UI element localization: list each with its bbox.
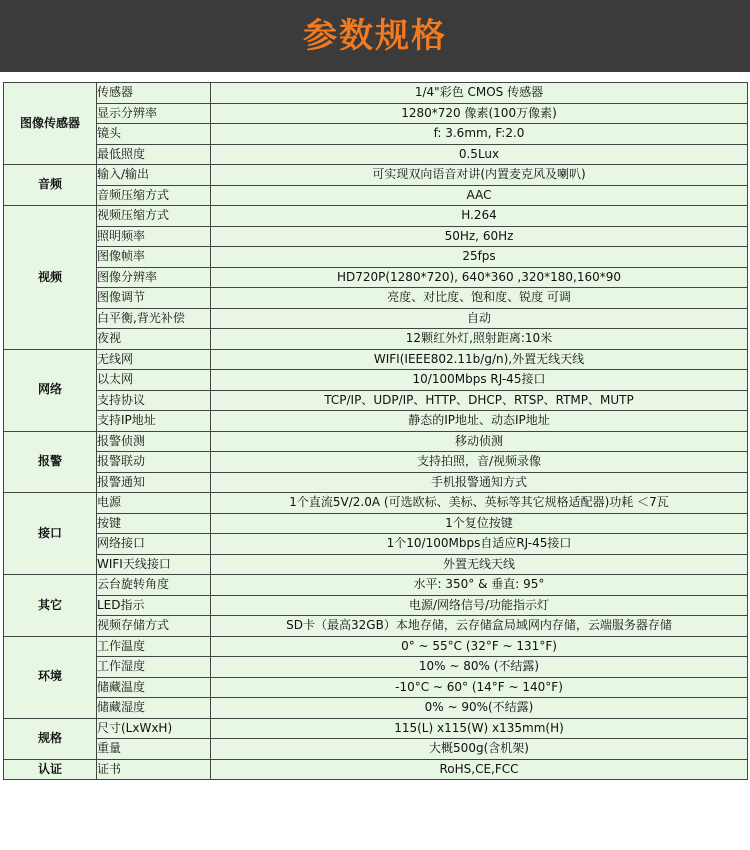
- spec-item-label: 镜头: [97, 124, 211, 145]
- spec-item-label: 夜视: [97, 329, 211, 350]
- section-category: 其它: [4, 575, 97, 637]
- spec-item-value: f: 3.6mm, F:2.0: [211, 124, 748, 145]
- spec-row: [4, 124, 748, 145]
- spec-row: [4, 513, 748, 534]
- spec-item-value: H.264: [211, 206, 748, 227]
- spec-item-value: -10°C ~ 60° (14°F ~ 140°F): [211, 677, 748, 698]
- spec-row: [4, 370, 748, 391]
- spec-item-label: 显示分辨率: [97, 103, 211, 124]
- spec-item-label: 视频压缩方式: [97, 206, 211, 227]
- spec-row: [4, 739, 748, 760]
- spec-item-value: AAC: [211, 185, 748, 206]
- spec-item-value: HD720P(1280*720), 640*360 ,320*180,160*90: [211, 267, 748, 288]
- spec-item-label: 图像分辨率: [97, 267, 211, 288]
- spec-row: [4, 616, 748, 637]
- spec-item-value: 大概500g(含机架): [211, 739, 748, 760]
- spec-row: [4, 308, 748, 329]
- spec-row: [4, 288, 748, 309]
- spec-item-value: RoHS,CE,FCC: [211, 759, 748, 780]
- spec-row: [4, 411, 748, 432]
- spec-item-value: 0.5Lux: [211, 144, 748, 165]
- spec-row: [4, 636, 748, 657]
- spec-item-label: 输入/输出: [97, 165, 211, 186]
- banner-gap: [0, 72, 750, 82]
- spec-item-label: 视频存储方式: [97, 616, 211, 637]
- spec-item-label: 无线网: [97, 349, 211, 370]
- section-category: 网络: [4, 349, 97, 431]
- spec-item-label: 云台旋转角度: [97, 575, 211, 596]
- spec-item-value: 25fps: [211, 247, 748, 268]
- section-category: 音频: [4, 165, 97, 206]
- spec-table: [3, 82, 748, 780]
- spec-row: [4, 103, 748, 124]
- spec-item-value: 电源/网络信号/功能指示灯: [211, 595, 748, 616]
- spec-row: [4, 226, 748, 247]
- spec-item-label: 支持协议: [97, 390, 211, 411]
- spec-row: [4, 554, 748, 575]
- section-category: 接口: [4, 493, 97, 575]
- spec-row: [4, 349, 748, 370]
- spec-item-label: 报警侦测: [97, 431, 211, 452]
- spec-row: [4, 698, 748, 719]
- spec-item-value: 水平: 350° & 垂直: 95°: [211, 575, 748, 596]
- spec-item-value: 10/100Mbps RJ-45接口: [211, 370, 748, 391]
- spec-item-label: 重量: [97, 739, 211, 760]
- spec-item-value: 手机报警通知方式: [211, 472, 748, 493]
- spec-item-value: 1个直流5V/2.0A (可选欧标、美标、英标等其它规格适配器)功耗 ＜7瓦: [211, 493, 748, 514]
- spec-row: [4, 185, 748, 206]
- spec-item-value: 50Hz, 60Hz: [211, 226, 748, 247]
- spec-row: [4, 493, 748, 514]
- spec-row: [4, 165, 748, 186]
- section-category: 环境: [4, 636, 97, 718]
- spec-item-label: 按键: [97, 513, 211, 534]
- spec-item-label: 白平衡,背光补偿: [97, 308, 211, 329]
- spec-item-label: 传感器: [97, 83, 211, 104]
- spec-item-label: 电源: [97, 493, 211, 514]
- spec-item-label: WIFI天线接口: [97, 554, 211, 575]
- spec-item-label: 最低照度: [97, 144, 211, 165]
- spec-item-value: 0% ~ 90%(不结露): [211, 698, 748, 719]
- spec-row: [4, 452, 748, 473]
- spec-item-label: 图像调节: [97, 288, 211, 309]
- spec-item-label: 照明频率: [97, 226, 211, 247]
- spec-item-label: 工作湿度: [97, 657, 211, 678]
- spec-row: [4, 718, 748, 739]
- spec-item-value: 0° ~ 55°C (32°F ~ 131°F): [211, 636, 748, 657]
- spec-item-label: 工作温度: [97, 636, 211, 657]
- spec-item-value: TCP/IP、UDP/IP、HTTP、DHCP、RTSP、RTMP、MUTP: [211, 390, 748, 411]
- spec-item-value: 静态的IP地址、动态IP地址: [211, 411, 748, 432]
- spec-item-value: 1个10/100Mbps自适应RJ-45接口: [211, 534, 748, 555]
- spec-item-value: 外置无线天线: [211, 554, 748, 575]
- spec-item-value: WIFI(IEEE802.11b/g/n),外置无线天线: [211, 349, 748, 370]
- spec-item-label: 尺寸(LxWxH): [97, 718, 211, 739]
- spec-item-value: 可实现双向语音对讲(内置麦克风及喇叭): [211, 165, 748, 186]
- spec-item-value: 12颗红外灯,照射距离:10米: [211, 329, 748, 350]
- section-category: 报警: [4, 431, 97, 493]
- spec-item-value: 115(L) x115(W) x135mm(H): [211, 718, 748, 739]
- spec-row: [4, 390, 748, 411]
- spec-row: [4, 247, 748, 268]
- spec-row: [4, 575, 748, 596]
- header-banner: [0, 0, 750, 72]
- spec-item-value: 移动侦测: [211, 431, 748, 452]
- spec-row: [4, 657, 748, 678]
- spec-item-label: 音频压缩方式: [97, 185, 211, 206]
- spec-item-value: 自动: [211, 308, 748, 329]
- spec-row: [4, 431, 748, 452]
- spec-item-label: LED指示: [97, 595, 211, 616]
- spec-row: [4, 595, 748, 616]
- section-category: 视频: [4, 206, 97, 350]
- spec-item-label: 网络接口: [97, 534, 211, 555]
- spec-item-label: 报警联动: [97, 452, 211, 473]
- spec-item-label: 支持IP地址: [97, 411, 211, 432]
- page-title: 参数规格: [303, 16, 447, 56]
- spec-item-label: 图像帧率: [97, 247, 211, 268]
- section-category: 认证: [4, 759, 97, 780]
- spec-table-body: [4, 83, 748, 780]
- spec-item-label: 以太网: [97, 370, 211, 391]
- spec-item-value: 1280*720 像素(100万像素): [211, 103, 748, 124]
- section-category: 图像传感器: [4, 83, 97, 165]
- spec-row: [4, 144, 748, 165]
- spec-row: [4, 329, 748, 350]
- spec-item-value: 10% ~ 80% (不结露): [211, 657, 748, 678]
- spec-item-value: 支持拍照，音/视频录像: [211, 452, 748, 473]
- spec-item-value: 1/4"彩色 CMOS 传感器: [211, 83, 748, 104]
- spec-row: [4, 534, 748, 555]
- section-category: 规格: [4, 718, 97, 759]
- spec-row: [4, 677, 748, 698]
- spec-item-label: 储藏湿度: [97, 698, 211, 719]
- spec-row: [4, 83, 748, 104]
- spec-item-label: 储藏温度: [97, 677, 211, 698]
- spec-row: [4, 267, 748, 288]
- spec-item-label: 证书: [97, 759, 211, 780]
- spec-item-value: 1个复位按键: [211, 513, 748, 534]
- spec-item-value: 亮度、对比度、饱和度、锐度 可调: [211, 288, 748, 309]
- spec-item-label: 报警通知: [97, 472, 211, 493]
- spec-row: [4, 206, 748, 227]
- spec-item-value: SD卡（最高32GB）本地存储，云存储盒局域网内存储，云端服务器存储: [211, 616, 748, 637]
- spec-row: [4, 472, 748, 493]
- spec-row: [4, 759, 748, 780]
